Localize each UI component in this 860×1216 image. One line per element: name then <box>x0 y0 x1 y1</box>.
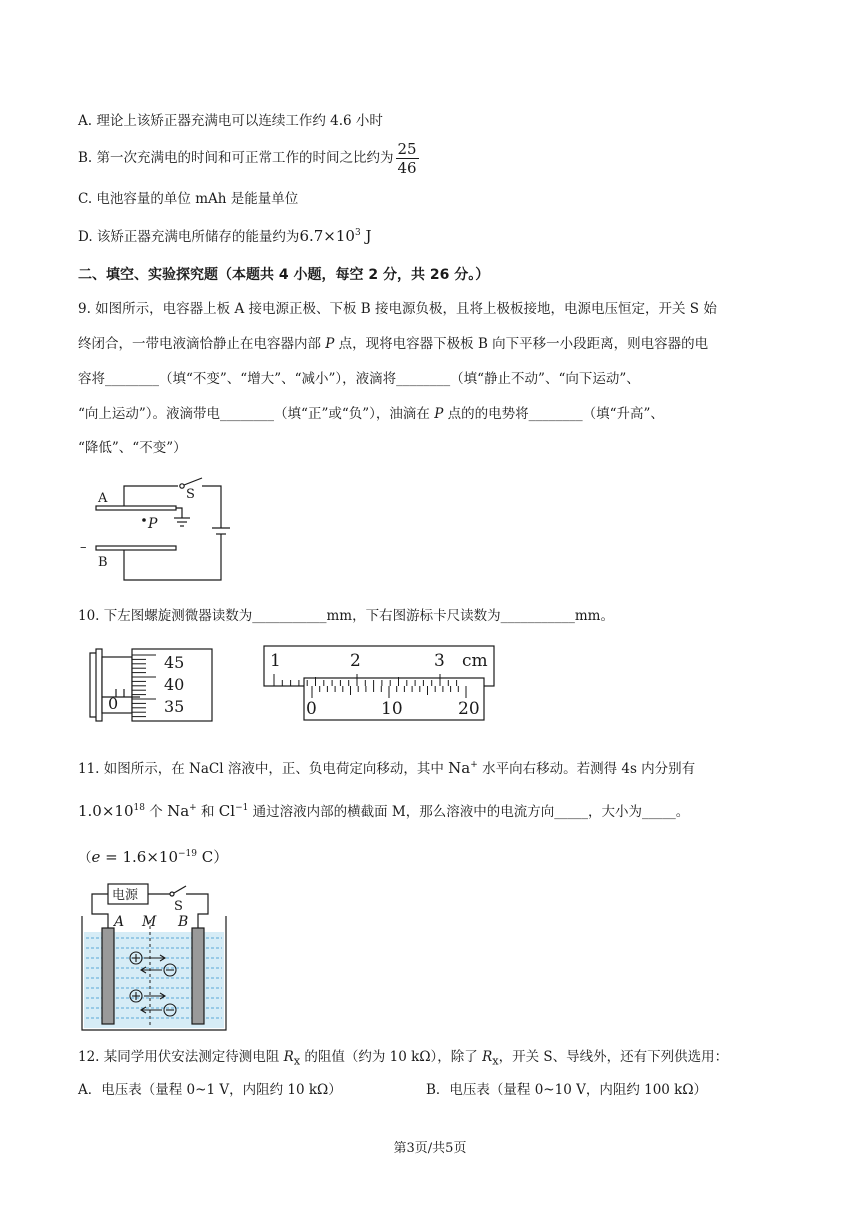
main-scale-label-1: 1 <box>270 651 281 671</box>
q9-line-4: “向上运动”）。液滴带电________（填“正”或“负”），油滴在 P 点的的电势将________（填“升高”、 <box>78 406 664 422</box>
q8-option-b-text: B. 第一次充满电的时间和可正常工作的时间之比约为 <box>78 150 394 166</box>
q8-option-d: D. 该矫正器充满电所储存的能量约为$6.7\times 10^3$ J <box>78 227 372 245</box>
sodium-ion: Na+ <box>448 759 478 777</box>
q11-line-1: 11. 如图所示，在 NaCl 溶液中，正、负电荷定向移动，其中 Na+ 水平向右移动。若测得 4s 内分别有 <box>78 759 696 777</box>
q8-option-c: C. 电池容量的单位 mAh 是能量单位 <box>78 191 299 207</box>
negative-sign: – <box>80 540 87 555</box>
q12-line-1: 12. 某同学用伏安法测定待测电阻 $R_x$ 的阻值（约为 10 kΩ），除了 $R_x$，开关 S、导线外，还有下列供选用： <box>78 1049 729 1068</box>
q9-line-1: 9. 如图所示，电容器上板 A 接电源正极、下板 B 接电源负极，且将上极板接地，电源电压恒定，开关 S 始 <box>78 301 717 317</box>
micrometer-label-40: 40 <box>164 675 185 694</box>
power-source-label: 电源 <box>112 888 139 903</box>
ion-count: $1.0\times 10^{18}$ <box>78 802 145 820</box>
vernier-caliper-figure <box>262 644 502 724</box>
q8-energy-value: $6.7\times 10^3$ J <box>299 227 372 245</box>
vernier-label-20: 20 <box>458 699 480 719</box>
point-p-label: P <box>148 516 158 532</box>
plate-a-label: A <box>98 491 108 506</box>
main-scale-unit: cm <box>462 651 488 671</box>
q12-option-a: A．电压表（量程 0~1 V，内阻约 10 kΩ） <box>78 1082 342 1098</box>
section-m-label: M <box>142 914 157 930</box>
q8-option-b <box>78 140 419 177</box>
main-scale-label-3: 3 <box>434 651 445 671</box>
q9-line-2: 终闭合，一带电液滴恰静止在电容器内部 P 点，现将电容器下极板 B 向下平移一小段距离，则电容器的电 <box>78 336 709 352</box>
q9-line-3: 容将________（填“不变”、“增大”、“减小”），液滴将________（填“静止不动”、“向下运动”、 <box>78 371 640 387</box>
capacitor-circuit-figure <box>78 476 248 586</box>
electrode-a <box>102 928 114 1024</box>
q9-line-5: “降低”、“不变”） <box>78 440 187 456</box>
q8-option-b-fraction: $\frac{25}{46}$ <box>397 140 417 177</box>
vernier-label-10: 10 <box>381 699 403 719</box>
micrometer-label-45: 45 <box>164 653 185 672</box>
main-scale-label-2: 2 <box>350 651 361 671</box>
micrometer-zero-label: 0 <box>108 694 119 713</box>
electrode-b-label: B <box>178 914 189 930</box>
droplet-point <box>142 518 146 522</box>
electrode-a-label: A <box>114 914 125 930</box>
electrode-b <box>192 928 204 1024</box>
switch-label: S <box>174 899 183 914</box>
vernier-label-0: 0 <box>306 699 317 719</box>
q11-line-3: （$e = 1.6\times 10^{-19}$ C） <box>78 848 229 866</box>
elementary-charge: $e = 1.6\times 10^{-19}$ C） <box>91 848 229 866</box>
plate-b-label: B <box>98 555 108 570</box>
chloride-ion: $Cl^{-1}$ <box>218 802 249 820</box>
switch-label: S <box>186 487 195 502</box>
q11-line-2: $1.0\times 10^{18}$ 个 Na+ 和 $Cl^{-1}$ 通过溶液内部的横截面 M，那么溶液中的电流方向_____，大小为_____。 <box>78 802 690 820</box>
q12-option-b: B．电压表（量程 0~10 V，内阻约 100 kΩ） <box>426 1082 708 1098</box>
q8-option-a: A. 理论上该矫正器充满电可以连续工作约 4.6 小时 <box>78 113 383 129</box>
q10-text: 10. 下左图螺旋测微器读数为___________mm，下右图游标卡尺读数为___________mm。 <box>78 608 614 624</box>
page-number: 第3页/共5页 <box>393 1141 467 1156</box>
section-heading: 二、填空、实验探究题（本题共 4 小题，每空 2 分，共 26 分。） <box>78 267 490 283</box>
micrometer-label-35: 35 <box>164 697 185 716</box>
electrolysis-figure <box>78 880 238 1032</box>
micrometer-figure <box>86 645 226 725</box>
